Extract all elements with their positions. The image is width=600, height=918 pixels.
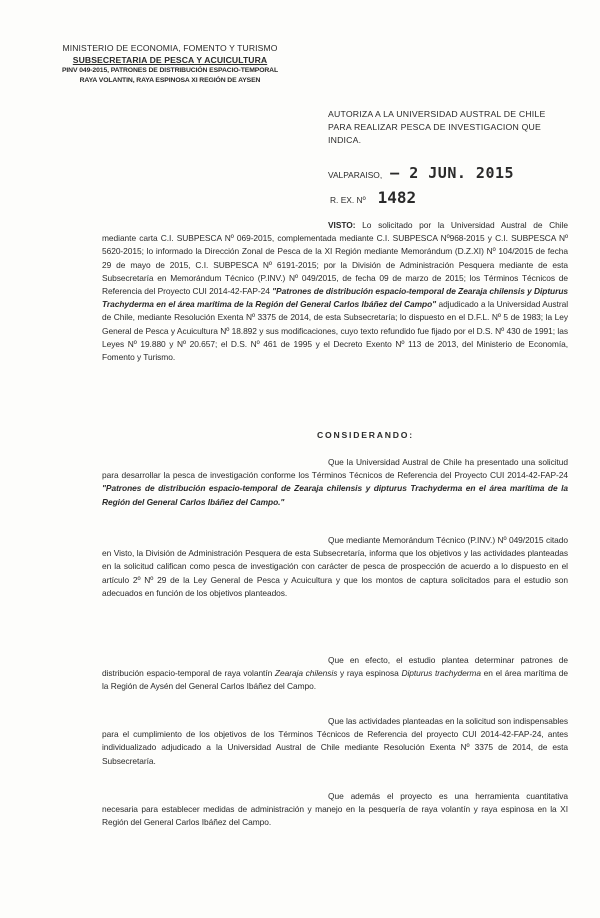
species-name: Zearaja chilensis — [274, 668, 338, 679]
date-place: VALPARAISO, — [328, 170, 383, 180]
resolution-number: 1482 — [377, 188, 417, 207]
species-name: Dipturus trachyderma — [401, 668, 481, 679]
resolution-label: R. EX. Nº — [330, 195, 366, 205]
project-title: "Patrones de distribución espacio-temporal de Zearaja chilensis y Dipturus Trachyderma en el área marítima de la Región del General Carlos Ibáñez del Campo" — [102, 286, 569, 310]
project-title: "Patrones de distribución espacio-temporal de Zearaja chilensis y dipturus Trachyderma en el área marítima de la Región del General Carlos Ibáñez del Campo." — [102, 483, 568, 507]
visto-label: VISTO: — [328, 220, 356, 230]
reference-line-1: PINV 049-2015, PATRONES DE DISTRIBUCIÓN ESPACIO-TEMPORAL — [61, 67, 279, 74]
reference-line-2: RAYA VOLANTIN, RAYA ESPINOSA XI REGIÓN DE AYSEN — [79, 76, 261, 84]
considerando-heading: CONSIDERANDO: — [317, 430, 414, 440]
letterhead — [50, 42, 290, 85]
date-value: – 2 JUN. 2015 — [390, 164, 515, 182]
subsecretaria-name: SUBSECRETARIA DE PESCA Y ACUICULTURA — [72, 55, 268, 65]
ministry-name: MINISTERIO DE ECONOMIA, FOMENTO Y TURISMO — [62, 43, 278, 53]
considerando-3: Que en efecto, el estudio plantea determinar patrones de distribución espacio-temporal de raya volantín Zearaja chilensis y raya espinosa Dipturus trachyderma en el área marítima de la Región de Aysén del General Carlos Ibáñez del Campo. — [102, 655, 569, 692]
considerando-2: Que mediante Memorándum Técnico (P.INV.) Nº 049/2015 citado en Visto, la División de Administración Pesquera de esta Subsecretaría, informa que los objetivos y las actividades planteadas en la solicitud califican como pesca de investigación con carácter de pesca de prospección de acuerdo a lo dispuesto en el artículo 2º Nº 29 de la Ley General de Pesca y Acuicultura y que los montos de captura solicitados para el estudio son adecuados en función de los objetivos planteados. — [102, 535, 568, 598]
date-line — [328, 164, 568, 182]
resolution-number-line — [330, 188, 416, 207]
considerando-4: Que las actividades planteadas en la solicitud son indispensables para el cumplimiento de los objetivos de los Términos Técnicos de Referencia del proyecto CUI 2014-42-FAP-24, antes individualizado adjudicado a la Universidad Austral de Chile mediante Resolución Exenta Nº 3375 de 2014, de esta Subsecretaría. — [102, 716, 568, 766]
visto-paragraph: VISTO: Lo solicitado por la Universidad Austral de Chile mediante carta C.I. SUBPESCA Nº 069-2015, complementada mediante C.I. SUBPESCA Nº968-2015 y C.I. SUBPESCA Nº 5620-2015; lo informado la Dirección Zonal de Pesca de la XI Región mediante Memorándum (D.Z.XI) Nº 104/2015 de fecha 29 de mayo de 2015, C.I. SUBPESCA Nº 6191-2015; por la División de Administración Pesquera mediante de esta Subsecretaría en Memorándum Técnico (P.INV.) Nº 049/2015, de fecha 09 de marzo de 2015; los Términos Técnicos de Referencia del Proyecto CUI 2014-42-FAP-24 "Patrones de distribución espacio-temporal de Zearaja chilensis y Dipturus Trachyderma en el área marítima de la Región del General Carlos Ibáñez del Campo" adjudicado a la Universidad Austral de Chile, mediante Resolución Exenta Nº 3375 de 2014, de esta Subsecretaría; lo dispuesto en el D.F.L. Nº 5 de 1983; la Ley General de Pesca y Acuicultura Nº 18.892 y sus modificaciones, cuyo texto refundido fue fijado por el D.S. Nº 430 de 1991; las Leyes Nº 19.880 y Nº 20.657; el D.S. Nº 461 de 1995 y el Decreto Exento Nº 113 de 2013, del Ministerio de Economía, Fomento y Turismo. — [102, 220, 569, 363]
considerando-1: Que la Universidad Austral de Chile ha presentado una solicitud para desarrollar la pesca de investigación conforme los Términos Técnicos de Referencia del Proyecto CUI 2014-42-FAP-24 "Patrones de distribución espacio-temporal de Zearaja chilensis y dipturus Trachyderma en el área marítima de la Región del General Carlos Ibáñez del Campo." — [102, 457, 569, 507]
considerando-5: Que además el proyecto es una herramienta cuantitativa necesaria para establecer medidas de administración y manejo en la pesquería de raya volantín y raya espinosa en la XI Región del General Carlos Ibáñez del Campo. — [102, 791, 568, 828]
resolution-summary: AUTORIZA A LA UNIVERSIDAD AUSTRAL DE CHILE PARA REALIZAR PESCA DE INVESTIGACION QUE INDICA. — [328, 109, 546, 145]
